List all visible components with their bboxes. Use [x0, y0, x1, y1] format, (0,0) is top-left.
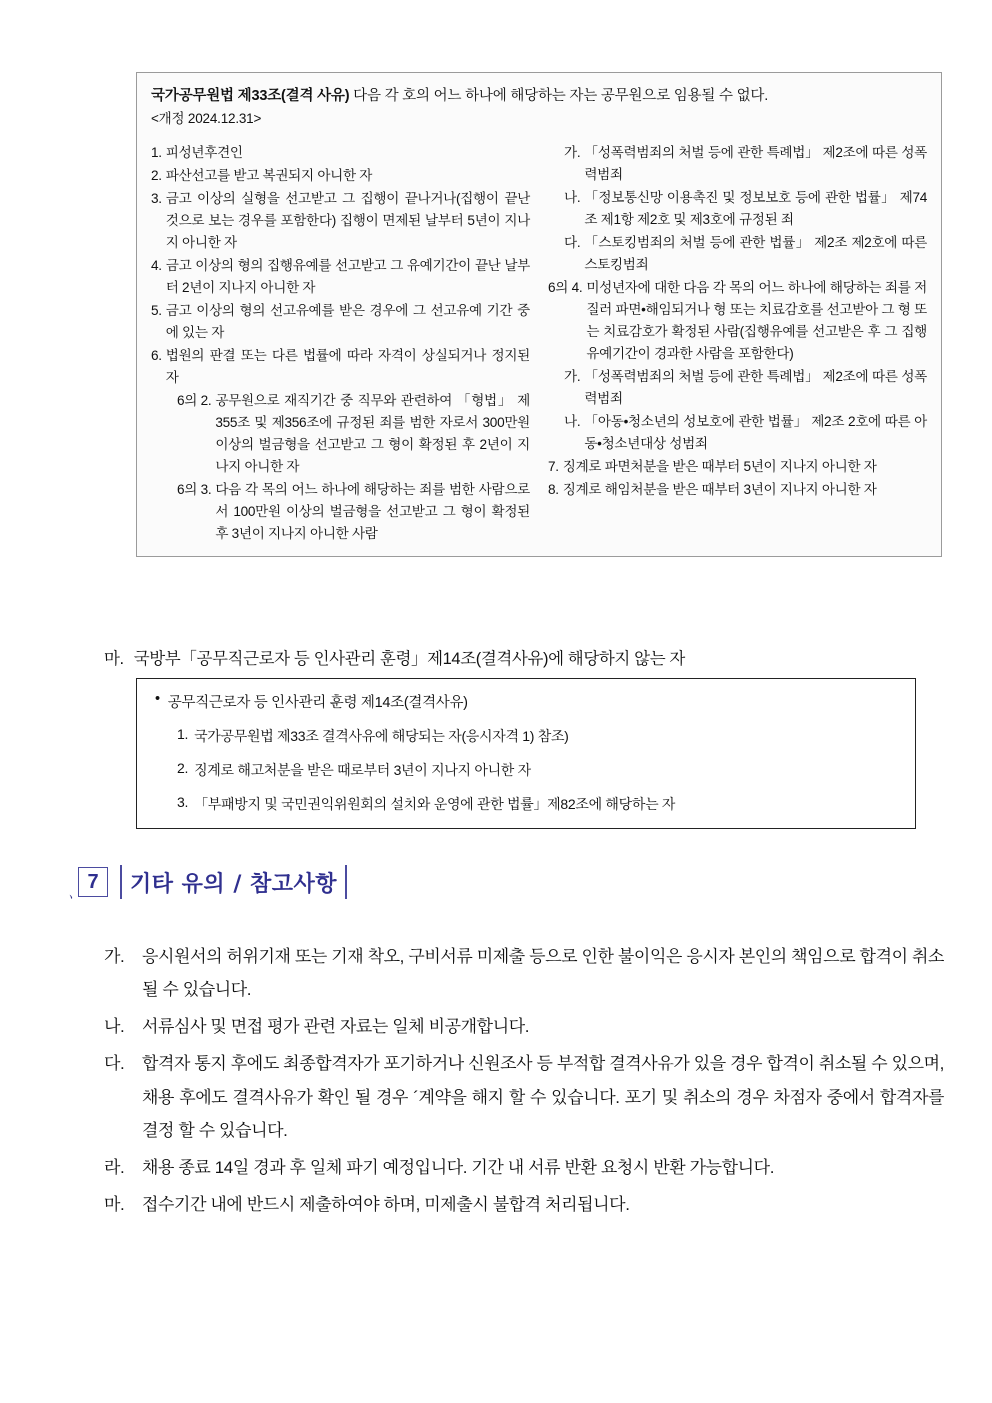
law-columns [151, 142, 927, 546]
law-item-text: 공무원으로 재직기간 중 직무와 관련하여 「형법」 제355조 및 제356조에 규정된 죄를 범한 자로서 300만원 이상의 벌금형을 선고받고 그 형이 확정된 후 2년이 지나지 아니한 자 [215, 393, 530, 475]
law-item [548, 456, 927, 478]
law-item [548, 479, 927, 501]
hunryeong-item-text: 국가공무원법 제33조 결격사유에 해당되는 자(응시자격 1) 참조) [194, 728, 569, 744]
law-item-text: 파산선고를 받고 복권되지 아니한 자 [165, 168, 373, 184]
law-item-number: 6의 3. [177, 482, 212, 498]
law-column-left [151, 142, 530, 546]
law-item [151, 165, 530, 187]
law-item-number: 5. [151, 303, 162, 319]
law-item-text: 금고 이상의 형의 집행유예를 선고받고 그 유예기간이 끝난 날부터 2년이 지나지 아니한 자 [165, 258, 530, 296]
note-label: 마. [104, 1194, 125, 1214]
law-item-text: 징계로 파면처분을 받은 때부터 5년이 지나지 아니한 자 [562, 459, 877, 475]
notes-list [104, 940, 944, 1225]
note-item [104, 1047, 944, 1146]
note-item [104, 1010, 944, 1043]
note-text: 접수기간 내에 반드시 제출하여야 하며, 미제출시 불합격 처리됩니다. [142, 1194, 630, 1214]
hunryeong-item [155, 760, 897, 780]
law-item [548, 187, 927, 231]
law-item-number: 다. [564, 235, 581, 251]
law-item [151, 255, 530, 299]
law-item-text: 피성년후견인 [165, 145, 243, 161]
law-item-number: 3. [151, 191, 162, 207]
law-title-strong: 국가공무원법 제33조(결격 사유) [151, 88, 350, 104]
law-item [151, 142, 530, 164]
law-item-text: 「성폭력범죄의 처벌 등에 관한 특례법」 제2조에 따른 성폭력범죄 [584, 145, 927, 183]
law-item-number: 6의 4. [548, 280, 583, 296]
law-item [548, 232, 927, 276]
law-item-text: 「스토킹범죄의 처벌 등에 관한 법률」 제2조 제2호에 따른 스토킹범죄 [584, 235, 927, 273]
hunryeong-article-box [136, 678, 916, 829]
hunryeong-heading: 공무직근로자 등 인사관리 훈령 제14조(결격사유) [167, 695, 468, 711]
note-text: 서류심사 및 면접 평가 관련 자료는 일체 비공개합니다. [142, 1017, 530, 1037]
bullet-icon: • [155, 691, 160, 707]
law-item-text: 「성폭력범죄의 처벌 등에 관한 특례법」 제2조에 따른 성폭력범죄 [584, 369, 927, 407]
note-label: 나. [104, 1017, 125, 1037]
section-title-frame [120, 865, 347, 899]
hunryeong-item-number: 3. [177, 794, 189, 810]
law-item-text: 징계로 해임처분을 받은 때부터 3년이 지나지 아니한 자 [562, 482, 877, 498]
law-item [548, 366, 927, 410]
note-text: 채용 종료 14일 경과 후 일체 파기 예정입니다. 기간 내 서류 반환 요청시 반환 가능합니다. [142, 1157, 775, 1177]
law-item-text: 법원의 판결 또는 다른 법률에 따라 자격이 상실되거나 정지된 자 [165, 348, 530, 386]
law-item [548, 277, 927, 365]
law-article-box [136, 72, 942, 557]
section-heading [67, 862, 347, 904]
law-item [151, 345, 530, 389]
law-column-right [548, 142, 927, 546]
law-item-text: 미성년자에 대한 다음 각 목의 어느 하나에 해당하는 죄를 저질러 파면•해임되거나 형 또는 치료감호를 선고받아 그 형 또는 치료감호가 확정된 사람(집행유예를 선고받은 후 그 집행유예기간이 경과한 사람을 포함한다) [586, 280, 927, 362]
law-item-number: 6. [151, 348, 162, 364]
section-number-badge: 7 [78, 867, 108, 897]
note-item [104, 940, 944, 1006]
requirement-ma-line [104, 645, 964, 669]
hunryeong-heading-row [155, 691, 897, 712]
note-text: 응시원서의 허위기재 또는 기재 착오, 구비서류 미제출 등으로 인한 불이익은 응시자 본인의 책임으로 합격이 취소될 수 있습니다. [142, 947, 944, 1000]
law-item [548, 411, 927, 455]
law-item-number: 가. [564, 145, 581, 161]
law-item-text: 「정보통신망 이용촉진 및 정보보호 등에 관한 법률」 제74조 제1항 제2호 및 제3호에 규정된 죄 [584, 190, 927, 228]
law-item-number: 4. [151, 258, 162, 274]
law-item-text: 「아동•청소년의 성보호에 관한 법률」 제2조 2호에 따른 아동•청소년대상 성범죄 [584, 414, 927, 452]
law-item [548, 142, 927, 186]
note-label: 라. [104, 1157, 125, 1177]
law-item-number: 가. [564, 369, 581, 385]
hunryeong-item-number: 1. [177, 726, 189, 742]
law-item-number: 7. [548, 459, 559, 475]
law-item [151, 479, 530, 545]
law-item-number: 6의 2. [177, 393, 212, 409]
law-item-number: 2. [151, 168, 162, 184]
note-label: 가. [104, 947, 125, 966]
law-item-text: 금고 이상의 실형을 선고받고 그 집행이 끝나거나(집행이 끝난 것으로 보는 경우를 포함한다) 집행이 면제된 날부터 5년이 지나지 아니한 자 [165, 191, 530, 251]
note-label: 다. [104, 1054, 125, 1074]
hunryeong-item [155, 726, 897, 746]
hunryeong-item-text: 「부패방지 및 국민권익위원회의 설치와 운영에 관한 법률」제82조에 해당하는 자 [194, 796, 676, 812]
law-title [151, 85, 927, 107]
law-item-number: 8. [548, 482, 559, 498]
law-item [151, 390, 530, 478]
law-item-text: 금고 이상의 형의 선고유예를 받은 경우에 그 선고유예 기간 중에 있는 자 [165, 303, 530, 341]
law-revision-date: <개정 2024.12.31> [151, 111, 262, 127]
hunryeong-item [155, 794, 897, 814]
requirement-ma-text: 국방부「공무직근로자 등 인사관리 훈령」제14조(결격사유)에 해당하지 않는 자 [133, 650, 685, 668]
hunryeong-item-number: 2. [177, 760, 189, 776]
law-item-number: 나. [564, 414, 581, 430]
law-item-text: 다음 각 목의 어느 하나에 해당하는 죄를 범한 사람으로서 100만원 이상의 벌금형을 선고받고 그 형이 확정된 후 3년이 지나지 아니한 사람 [215, 482, 530, 542]
requirement-ma-label: 마. [104, 650, 124, 668]
note-text: 합격자 통지 후에도 최종합격자가 포기하거나 신원조사 등 부적합 결격사유가 있을 경우 합격이 취소될 수 있으며, 채용 후에도 결격사유가 확인 될 경우 ´계약을 해지 할 수 있습니다. 포기 및 취소의 경우 차점자 중에서 합격자를 결정 할 수 있습니다. [142, 1054, 944, 1140]
hunryeong-item-text: 징계로 해고처분을 받은 때로부터 3년이 지나지 아니한 자 [194, 762, 531, 778]
note-item [104, 1188, 944, 1221]
tick-mark-icon: 、 [67, 885, 85, 904]
law-item-number: 1. [151, 145, 162, 161]
law-item-number: 나. [564, 190, 581, 206]
law-item [151, 188, 530, 254]
law-item [151, 300, 530, 344]
law-title-rest: 다음 각 호의 어느 하나에 해당하는 자는 공무원으로 임용될 수 없다. [349, 88, 769, 104]
section-title: 기타 유의 / 참고사항 [130, 871, 338, 897]
note-item [104, 1151, 944, 1184]
